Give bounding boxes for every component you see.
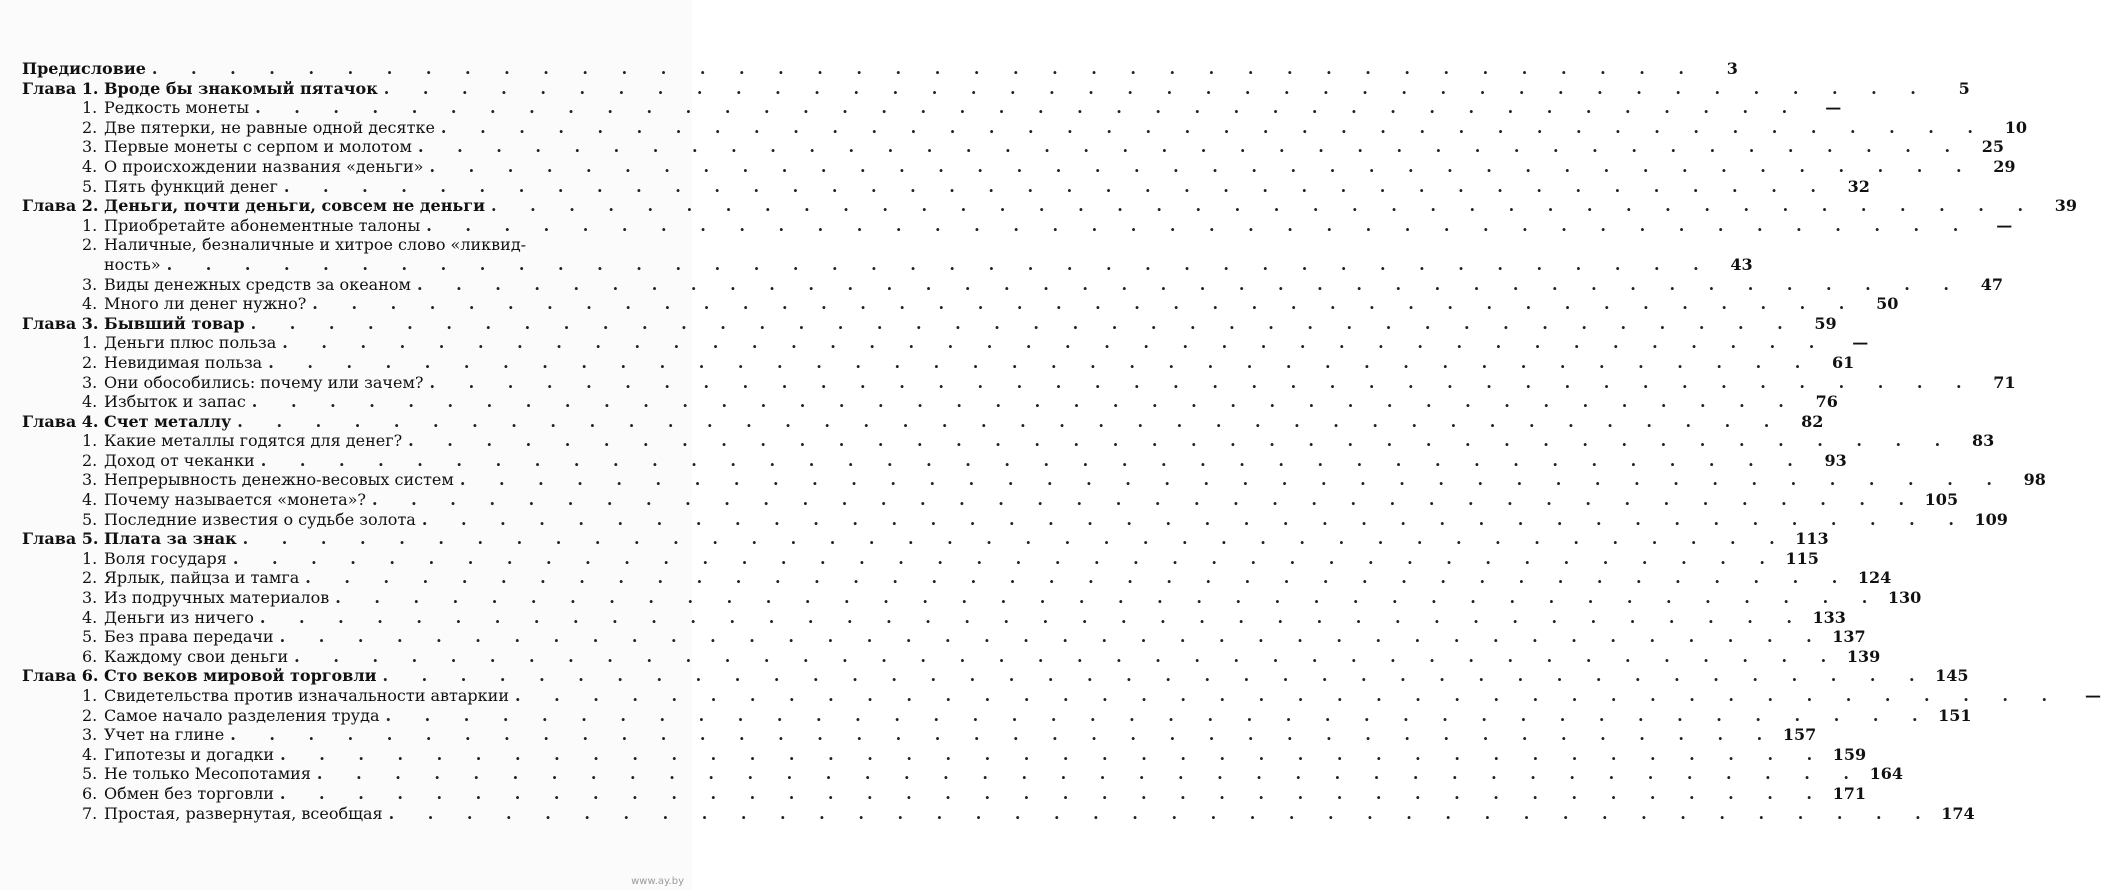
toc-entry-title: Невидимая польза	[104, 352, 263, 372]
toc-entry-title: Деньги плюс польза	[104, 333, 277, 353]
toc-entry-row	[22, 607, 1846, 628]
dot-leader: . . . . . . . . . . . . . . . . . . . . . . . . . . . . . . . . . . . . . . . .	[294, 646, 1841, 666]
toc-entry-number: 4.	[82, 607, 98, 627]
dot-leader: . . . . . . . . . . . . . . . . . . . . . . . . . . . . . . . . . . . . . . . .	[421, 509, 1968, 529]
toc-entry-title: Пять функций денег	[104, 176, 278, 196]
dot-leader: . . . . . . . . . . . . . . . . . . . . . . . . . . . . . . . . . . . . . . . .	[232, 548, 1779, 568]
toc-entry-number: 2.	[82, 568, 98, 588]
toc-entry-title: Деньги из ничего	[104, 607, 254, 627]
toc-page-number: 61	[1832, 352, 1855, 372]
toc-page-number: 59	[1814, 313, 1837, 333]
toc-entry-number: 5.	[82, 509, 98, 529]
toc-page-number: —	[2085, 686, 2101, 705]
toc-chapter-row	[22, 313, 1837, 334]
dot-leader: . . . . . . . . . . . . . . . . . . . . . . . . . . . . . . . . . . . . . . . .	[259, 607, 1806, 627]
toc-chapter-title: Глава 1. Вроде бы знакомый пятачок	[22, 78, 378, 98]
toc-entry-title: Из подручных материалов	[104, 588, 330, 608]
toc-entry-row	[22, 470, 2046, 490]
dot-leader: . . . . . . . . . . . . . . . . . . . . . . . . . . . . . . . . . . . . . . . .	[429, 372, 1976, 392]
dot-leader: . . . . . . . . . . . . . . . . . . . . . . . . . . . . . . . . . . . . . . . .	[426, 215, 1973, 235]
toc-entry-row	[22, 509, 2008, 530]
toc-entry-row	[22, 98, 1842, 118]
toc-chapter-title: Глава 2. Деньги, почти деньги, совсем не деньги	[22, 196, 485, 216]
toc-entry-title: Каждому свои деньги	[104, 646, 289, 666]
toc-entry-row	[22, 548, 1819, 569]
toc-page-number: 130	[1887, 588, 1922, 608]
toc-entry-row	[22, 686, 2101, 706]
toc-entry-title: Воля государя	[104, 548, 227, 568]
toc-entry-row	[22, 215, 2013, 236]
toc-page-number: 139	[1846, 646, 1881, 666]
dot-leader: . . . . . . . . . . . . . . . . . . . . . . . . . . . . . . . . . . . . . . . .	[440, 117, 1987, 137]
toc-entry-row	[22, 176, 1870, 197]
dot-leader: . . . . . . . . . . . . . . . . . . . . . . . . . . . . . . . . . . . . . . . .	[382, 666, 1929, 686]
toc-entry-number: 4.	[82, 294, 98, 314]
toc-page-number: —	[1996, 215, 2013, 235]
toc-entry-row	[22, 764, 1903, 784]
toc-entry-number: 6.	[82, 646, 98, 666]
toc-entry-number: 2.	[82, 705, 98, 725]
toc-page-number: 43	[1730, 254, 1753, 274]
toc-entry-title: Не только Месопотамия	[104, 764, 311, 784]
toc-entry-row	[22, 783, 1866, 804]
toc-entry-row	[22, 431, 1995, 451]
dot-leader: . . . . . . . . . . . . . . . . . . . . . . . . . . . . . . . . . . . . . . . .	[242, 529, 1789, 549]
toc-entry-title: Гипотезы и догадки	[104, 744, 275, 764]
toc-entry-row	[22, 117, 2027, 138]
dot-leader: . . . . . . . . . . . . . . . . . . . . . . . . . . . . . . . . . . . . . . . .	[372, 490, 1919, 510]
toc-chapter-title: Глава 3. Бывший товар	[22, 313, 245, 333]
toc-entry-number: 1.	[82, 548, 98, 568]
toc-entry-number: 3.	[82, 588, 98, 608]
dot-leader: . . . . . . . . . . . . . . . . . . . . . . . . . . . . . . . . . . . . . . . .	[260, 450, 1807, 470]
dot-leader: . . . . . . . . . . . . . . . . . . . . . . . . . . . . . . . . . . . . . . . .	[268, 352, 1815, 372]
toc-entry-row	[22, 705, 1972, 726]
toc-entry-number: 4.	[82, 392, 98, 412]
toc-entry-number: 4.	[82, 156, 98, 176]
dot-leader: . . . . . . . . . . . . . . . . . . . . . . . . . . . . . . . . . . . . . . . .	[230, 725, 1777, 745]
dot-leader: . . . . . . . . . . . . . . . . . . . . . . . . . . . . . . . . . . . . . . . .	[282, 333, 1829, 353]
toc-entry-title: Ярлык, пайцза и тамга	[104, 568, 300, 588]
toc-entry-number: 1.	[82, 215, 98, 235]
toc-entry-number: 2.	[82, 352, 98, 372]
toc-page-number: 25	[1981, 137, 2005, 157]
toc-entry-title: Они обособились: почему или зачем?	[104, 372, 424, 392]
toc-entry-row	[22, 725, 1817, 745]
toc-page-number: 171	[1832, 783, 1866, 803]
dot-leader: . . . . . . . . . . . . . . . . . . . . . . . . . . . . . . . . . . . . . . . .	[283, 176, 1830, 196]
toc-entry-title: Самое начало разделения труда	[104, 705, 380, 725]
toc-page-number: 10	[2004, 117, 2027, 137]
toc-entry-title: Какие металлы годятся для денег?	[104, 431, 403, 451]
dot-leader: . . . . . . . . . . . . . . . . . . . . . . . . . . . . . . . . . . . . . . . .	[316, 764, 1863, 784]
dot-leader: . . . . . . . . . . . . . . . . . . . . . . . . . . . . . . . . . . . . . . . .	[416, 274, 1963, 294]
toc-entry-title: Без права передачи	[104, 627, 274, 647]
toc-entry-row	[22, 294, 1899, 314]
dot-leader: . . . . . . . . . . . . . . . . . . . . . . . . . . . . . . . . . . . . . . . .	[279, 783, 1826, 803]
toc-entry-row	[22, 392, 1838, 412]
toc-entry-title: Доход от чеканки	[104, 450, 255, 470]
toc-entry-row	[22, 156, 2016, 177]
toc-page-number: —	[1825, 98, 1842, 118]
toc-page-number: 109	[1974, 509, 2008, 529]
toc-entry-title: Непрерывность денежно-весовых систем	[104, 470, 454, 490]
toc-entry-number: 3.	[82, 470, 98, 490]
toc-chapter-title: Глава 4. Счет металлу	[22, 411, 232, 431]
toc-entry-number: 5.	[82, 176, 98, 196]
site-watermark: www.ay.by	[631, 876, 684, 887]
toc-entry-title: Свидетельства против изначальности автаркии	[104, 686, 509, 705]
toc-entry-row	[22, 627, 1866, 647]
toc-entry-number: 3.	[82, 725, 98, 745]
toc-page-number: 76	[1815, 392, 1838, 412]
toc-page-number: 93	[1824, 450, 1847, 470]
toc-entry-number: 2.	[82, 450, 98, 470]
toc-page-number: 47	[1980, 274, 2003, 294]
dot-leader: . . . . . . . . . . . . . . . . . . . . . . . . . . . . . . . . . . . . . . . .	[388, 803, 1935, 823]
toc-entry-title: Последние известия о судьбе золота	[104, 509, 416, 529]
toc-page-number: 164	[1869, 764, 1903, 784]
toc-entry-number: 1.	[82, 431, 98, 451]
toc-entry-title: ность»	[104, 254, 161, 274]
toc-entry-number: 3.	[82, 372, 98, 392]
toc-chapter-title: Предисловие	[22, 59, 146, 78]
toc-entry-number: 6.	[82, 783, 98, 803]
dot-leader: . . . . . . . . . . . . . . . . . . . . . . . . . . . . . . . . . . . . . . . .	[312, 294, 1859, 314]
toc-page-number: 82	[1801, 411, 1824, 431]
toc-page-number: 159	[1832, 744, 1867, 764]
toc-chapter-row	[22, 59, 1738, 79]
toc-page-number: 29	[1993, 156, 2016, 176]
toc-entry-number: 1.	[82, 686, 98, 705]
toc-chapter-row	[22, 78, 1970, 99]
toc-page-number: 174	[1941, 803, 1975, 823]
dot-leader: . . . . . . . . . . . . . . . . . . . . . . . . . . . . . . . . . . . . . . . .	[335, 588, 1882, 608]
toc-entry-row	[22, 274, 2003, 295]
toc-chapter-title: Глава 6. Сто веков мировой торговли	[22, 666, 377, 686]
toc-entry-row	[22, 568, 1892, 588]
toc-page-number: 137	[1832, 627, 1866, 647]
dot-leader: . . . . . . . . . . . . . . . . . . . . . . . . . . . . . . . . . . . . . . . .	[251, 392, 1798, 412]
toc-entry-row	[22, 254, 1753, 275]
toc-entry-title: Обмен без торговли	[104, 783, 274, 803]
toc-entry-number: 5.	[82, 764, 98, 784]
dot-leader: . . . . . . . . . . . . . . . . . . . . . . . . . . . . . . . . . . . . . . . .	[237, 411, 1784, 431]
toc-chapter-row	[22, 666, 1969, 686]
toc-page-number: 151	[1938, 705, 1972, 725]
toc-entry-title: Приобретайте абонементные талоны	[104, 215, 421, 235]
toc-entry-title: Редкость монеты	[104, 98, 250, 118]
toc-entry-row	[22, 744, 1867, 765]
table-of-contents	[22, 59, 2101, 823]
dot-leader: . . . . . . . . . . . . . . . . . . . . . . . . . . . . . . . . . . . . . . . .	[490, 196, 2038, 216]
toc-page-number: 39	[2054, 196, 2078, 216]
toc-entry-title: Наличные, безналичные и хитрое слово «ликвид-	[104, 235, 527, 255]
toc-entry-row	[22, 137, 2005, 157]
toc-entry-title: О происхождении названия «деньги»	[104, 156, 424, 176]
dot-leader: . . . . . . . . . . . . . . . . . . . . . . . . . . . . . . . . . . . . . . . .	[151, 59, 1698, 78]
toc-entry-title: Простая, развернутая, всеобщая	[104, 803, 383, 823]
dot-leader: . . . . . . . . . . . . . . . . . . . . . . . . . . . . . . . . . . . . . . . .	[250, 313, 1797, 333]
toc-entry-row	[22, 490, 1959, 510]
toc-page-number: 124	[1857, 568, 1892, 588]
dot-leader: . . . . . . . . . . . . . . . . . . . . . . . . . . . . . . . . . . . . . . . .	[305, 568, 1852, 588]
toc-entry-number: 3.	[82, 274, 98, 294]
toc-entry-title: Первые монеты с серпом и молотом	[104, 137, 412, 157]
toc-entry-number: 2.	[82, 235, 98, 255]
toc-page-number: 5	[1958, 78, 1970, 98]
dot-leader: . . . . . . . . . . . . . . . . . . . . . . . . . . . . . . . . . . . . . . . .	[385, 705, 1932, 725]
toc-entry-title: Учет на глине	[104, 725, 225, 745]
toc-entry-number: 4.	[82, 744, 98, 764]
toc-entry-row	[22, 352, 1855, 373]
toc-page-number: 105	[1924, 490, 1959, 510]
dot-leader: . . . . . . . . . . . . . . . . . . . . . . . . . . . . . . . . . . . . . . . .	[255, 98, 1802, 118]
dot-leader: . . . . . . . . . . . . . . . . . . . . . . . . . . . . . . . . . . . . . . . .	[279, 627, 1826, 647]
toc-page-number: 71	[1993, 372, 2016, 392]
toc-entry-title: Виды денежных средств за океаном	[104, 274, 411, 294]
dot-leader: . . . . . . . . . . . . . . . . . . . . . . . . . . . . . . . . . . . . . . . .	[429, 156, 1976, 176]
toc-page-number: 113	[1795, 529, 1829, 549]
toc-page-number: 115	[1785, 548, 1819, 568]
toc-entry-row	[22, 333, 1869, 353]
toc-page-number: 145	[1935, 666, 1969, 686]
toc-entry-row	[22, 646, 1881, 667]
dot-leader: . . . . . . . . . . . . . . . . . . . . . . . . . . . . . . . . . . . . . . . .	[166, 254, 1713, 274]
toc-chapter-row	[22, 196, 2078, 216]
toc-entry-number: 2.	[82, 117, 98, 137]
toc-chapter-title: Глава 5. Плата за знак	[22, 529, 237, 549]
toc-entry-title: Избыток и запас	[104, 392, 246, 412]
toc-entry-row	[22, 803, 1975, 824]
toc-entry-title: Почему называется «монета»?	[104, 490, 367, 510]
dot-leader: . . . . . . . . . . . . . . . . . . . . . . . . . . . . . . . . . . . . . . . .	[280, 744, 1827, 764]
toc-entry-row	[22, 450, 1847, 471]
toc-entry-row	[22, 588, 1922, 608]
toc-page-number: 32	[1847, 176, 1870, 196]
toc-page-number: 3	[1726, 59, 1738, 78]
toc-entry-number: 3.	[82, 137, 98, 157]
toc-entry-row	[22, 235, 672, 255]
toc-page-number: 98	[2023, 470, 2046, 490]
dot-leader: . . . . . . . . . . . . . . . . . . . . . . . . . . . . . . . . . . . . . . . .	[514, 686, 2062, 705]
toc-entry-row	[22, 372, 2016, 393]
toc-entry-number: 1.	[82, 333, 98, 353]
toc-entry-number: 1.	[82, 98, 98, 118]
toc-page-number: 83	[1971, 431, 1995, 451]
toc-entry-title: Много ли денег нужно?	[104, 294, 307, 314]
dot-leader: . . . . . . . . . . . . . . . . . . . . . . . . . . . . . . . . . . . . . . . .	[383, 78, 1930, 98]
dot-leader: . . . . . . . . . . . . . . . . . . . . . . . . . . . . . . . . . . . . . . . .	[408, 431, 1955, 451]
toc-chapter-row	[22, 529, 1829, 549]
toc-page-number: 157	[1782, 725, 1817, 745]
toc-entry-title: Две пятерки, не равные одной десятке	[104, 117, 435, 137]
toc-entry-number: 4.	[82, 490, 98, 510]
toc-page-number: 50	[1876, 294, 1899, 314]
toc-entry-number: 7.	[82, 803, 98, 823]
toc-page-number: 133	[1812, 607, 1846, 627]
dot-leader: . . . . . . . . . . . . . . . . . . . . . . . . . . . . . . . . . . . . . . . .	[417, 137, 1965, 157]
toc-page-number: —	[1852, 333, 1869, 353]
toc-chapter-row	[22, 411, 1824, 432]
dot-leader: . . . . . . . . . . . . . . . . . . . . . . . . . . . . . . . . . . . . . . . .	[459, 470, 2006, 490]
toc-entry-number: 5.	[82, 627, 98, 647]
